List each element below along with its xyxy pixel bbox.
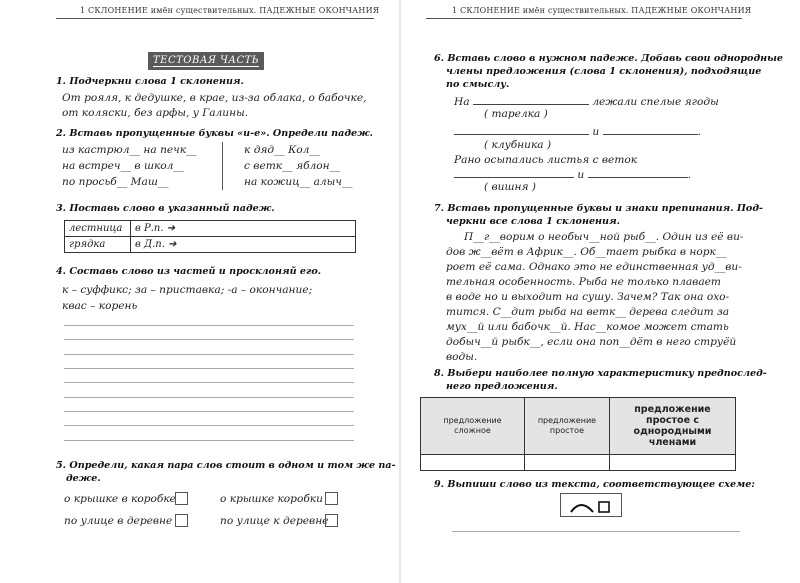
writing-line[interactable] (64, 339, 354, 340)
task6-blank-4[interactable] (454, 167, 574, 178)
task5-option-1 (64, 492, 176, 507)
task6-line1-end: лежали спелые ягоды (592, 96, 719, 108)
task8-answer-cell[interactable] (524, 455, 609, 471)
task2-right-1[interactable]: к дяд__ Кол__ (244, 144, 321, 156)
task8-option-text: однородными (633, 426, 712, 437)
task6-blank-1[interactable] (473, 94, 589, 105)
task6-line-3: Рано осыпались листья с веток (454, 154, 638, 166)
task8-option-text: предложение (634, 404, 711, 415)
task7-text-line[interactable]: добыч__й рыбк__, если она поп__дёт в него струёй (446, 336, 737, 348)
task1-line-2[interactable]: от коляски, без арфы, у Галины. (62, 107, 249, 119)
task1-title: 1. Подчеркни слова 1 склонения. (56, 76, 244, 87)
task7-text-line[interactable]: тится. С__дит рыба на ветк__ дерева следит за (446, 306, 730, 318)
task5-title-line-1: 5. Определи, какая пара слов стоит в одном и том же па- (56, 460, 396, 471)
task8-option-1 (421, 398, 525, 455)
task6-na: На (454, 96, 470, 108)
task7-text-line[interactable]: П__г__ворим о необыч__ной рыб__. Один из её ви- (464, 231, 744, 243)
option-label: о крышке коробки (220, 493, 323, 505)
word-scheme-box (560, 493, 622, 517)
task7-text-line[interactable]: в воде но и выходит на сушу. Зачем? Так она охо- (446, 291, 730, 303)
task3-word: лестница (65, 221, 131, 237)
scheme-icon (561, 494, 623, 518)
task2-left-3[interactable]: по просьб__ Маш__ (62, 176, 169, 188)
task8-option-3 (609, 398, 735, 455)
writing-line[interactable] (64, 425, 354, 426)
task5-title-line-2: деже. (66, 473, 101, 484)
task3-table (64, 220, 356, 253)
task6-blank-2[interactable] (454, 124, 589, 135)
writing-line[interactable] (64, 397, 354, 398)
task9-title: 9. Выпиши слово из текста, соответствующее схеме: (434, 479, 755, 490)
task6-and-2: и (577, 169, 585, 181)
task3-case-cell[interactable] (131, 221, 356, 237)
task6-blank-3[interactable] (603, 124, 698, 135)
book-spine (399, 0, 401, 583)
task6-and: и (592, 126, 600, 138)
task8-answer-row (421, 455, 736, 471)
option-label: о крышке в коробке (64, 493, 176, 505)
task7-text-line[interactable]: роет её сама. Однако это не единственная уд__ви- (446, 261, 742, 273)
task8-option-2 (524, 398, 609, 455)
task6-hint-3: ( вишня ) (484, 181, 537, 193)
task2-left-2[interactable]: на встреч__ в школ__ (62, 160, 185, 172)
writing-line[interactable] (64, 411, 354, 412)
task6-hint-1: ( тарелка ) (484, 108, 548, 120)
task3-case: в Д.п. ➔ (135, 239, 177, 250)
task7-text-line[interactable]: мух__й или бабочк__й. Нас__комое может стать (446, 321, 729, 333)
task6-hint-2: ( клубника ) (484, 139, 552, 151)
task8-option-text: предложение (443, 416, 502, 425)
task4-line-1: к – суффикс; за – приставка; -а – окончание; (62, 284, 313, 296)
task5-checkbox-2[interactable] (325, 492, 338, 505)
task3-title: 3. Поставь слово в указанный падеж. (56, 203, 275, 214)
task2-title: 2. Вставь пропущенные буквы «и-е». Определи падеж. (56, 128, 374, 139)
task8-header-row (421, 398, 736, 455)
task7-title-line-1: 7. Вставь пропущенные буквы и знаки препинания. Под- (434, 203, 763, 214)
test-section-banner (148, 52, 264, 70)
writing-line[interactable] (64, 325, 354, 326)
task6-title-line-3: по смыслу. (446, 79, 510, 90)
task4-title: 4. Составь слово из частей и просклоняй его. (56, 266, 322, 277)
task5-checkbox-3[interactable] (175, 514, 188, 527)
header-rule-right (426, 18, 742, 19)
task7-text-line[interactable]: воды. (446, 351, 478, 363)
task3-case-cell[interactable] (131, 237, 356, 253)
task4-line-2: квас – корень (62, 300, 138, 312)
task8-answer-cell[interactable] (421, 455, 525, 471)
task5-checkbox-4[interactable] (325, 514, 338, 527)
task8-title-line-2: него предложения. (446, 381, 558, 392)
task7-title-line-2: черкни все слова 1 склонения. (446, 216, 620, 227)
task6-dot-2: . (687, 169, 691, 181)
task6-dot: . (697, 126, 701, 138)
writing-line[interactable] (64, 440, 354, 441)
task5-option-2 (220, 492, 323, 507)
running-header-left: 1 СКЛОНЕНИЕ имён существительных. ПАДЕЖНЫЕ ОКОНЧАНИЯ (80, 6, 380, 15)
task2-right-2[interactable]: с ветк__ яблон__ (244, 160, 341, 172)
task9-answer-line[interactable] (452, 531, 740, 532)
writing-line[interactable] (64, 382, 354, 383)
task1-line-1[interactable]: От рояля, к дедушке, в крае, из-за облака, о бабочке, (62, 92, 367, 104)
task8-option-text: простое (549, 426, 584, 435)
option-label: по улице к деревне (220, 515, 329, 527)
task6-blank-5[interactable] (588, 167, 688, 178)
task6-title-line-1: 6. Вставь слово в нужном падеже. Добавь свои однородные (434, 53, 783, 64)
task8-option-text: членами (648, 437, 697, 448)
task8-table (420, 397, 736, 471)
running-header-right: 1 СКЛОНЕНИЕ имён существительных. ПАДЕЖНЫЕ ОКОНЧАНИЯ (452, 6, 752, 15)
task8-option-text: предложение (537, 416, 597, 425)
task8-option-text: простое с (646, 415, 699, 426)
task7-text-line[interactable]: дов ж__вёт в Африк__. Об__тает рыбка в норк__ (446, 246, 727, 258)
writing-line[interactable] (64, 368, 354, 369)
task7-text-line[interactable]: тельная особенность. Рыба не только плавает (446, 276, 721, 288)
task3-case: в Р.п. ➔ (135, 223, 176, 234)
writing-line[interactable] (64, 354, 354, 355)
header-rule-left (56, 18, 374, 19)
option-label: по улице в деревне (64, 515, 173, 527)
task8-option-text: сложное (454, 426, 491, 435)
task2-divider (222, 142, 223, 190)
task5-option-4 (220, 514, 328, 529)
task8-answer-cell[interactable] (609, 455, 735, 471)
task8-title-line-1: 8. Выбери наиболее полную характеристику предпослед- (434, 368, 767, 379)
task2-left-1[interactable]: из кастрюл__ на печк__ (62, 144, 197, 156)
task5-checkbox-1[interactable] (175, 492, 188, 505)
task3-word: грядка (65, 237, 131, 253)
task5-option-3 (64, 514, 172, 529)
task2-right-3[interactable]: на кожиц__ алыч__ (244, 176, 353, 188)
task3-row (65, 237, 356, 253)
banner-text: ТЕСТОВАЯ ЧАСТЬ (152, 55, 260, 66)
task3-row (65, 221, 356, 237)
task6-title-line-2: члены предложения (слова 1 склонения), подходящие (446, 66, 762, 77)
